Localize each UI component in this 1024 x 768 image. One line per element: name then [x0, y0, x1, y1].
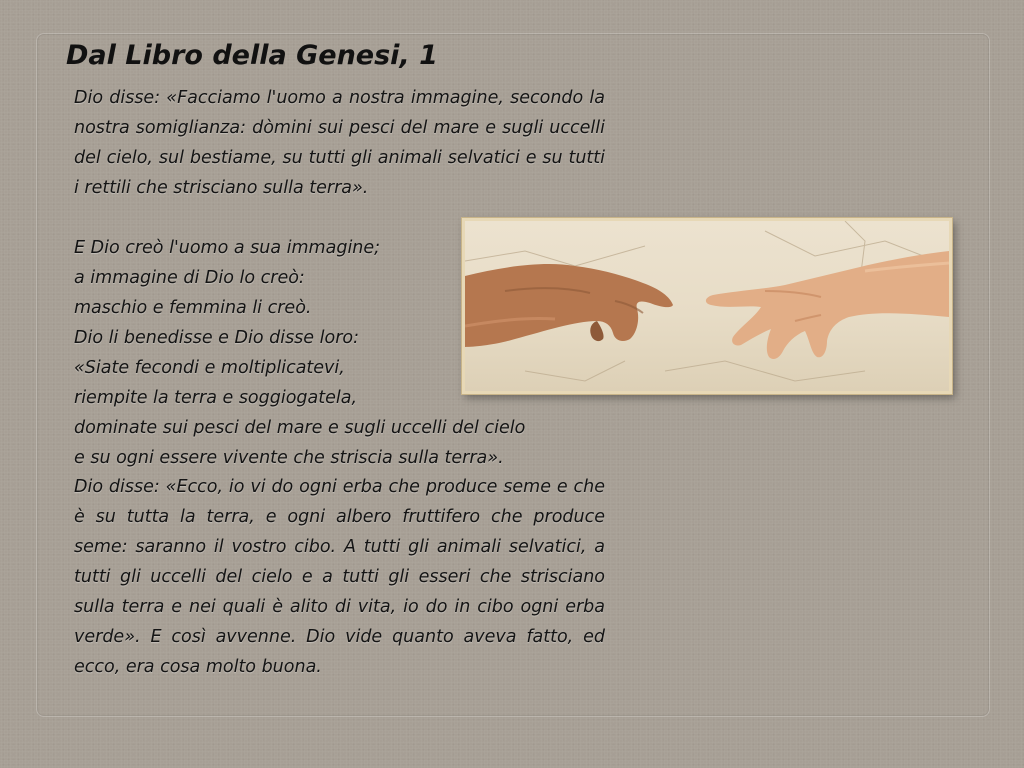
verse-line: Dio li benedisse e Dio disse loro: — [74, 328, 359, 348]
verse-line: a immagine di Dio lo creò: — [74, 268, 305, 288]
creation-of-adam-image — [462, 218, 952, 394]
slide-title: Dal Libro della Genesi, 1 — [66, 40, 438, 71]
verse-line: dominate sui pesci del mare e sugli uccelli del cielo — [74, 418, 526, 438]
verse-line: «Siate fecondi e moltiplicatevi, — [74, 358, 345, 378]
left-hand — [465, 264, 673, 347]
verse-line: E Dio creò l'uomo a sua immagine; — [74, 238, 381, 258]
genesis-paragraph-2: Dio disse: «Ecco, io vi do ogni erba che produce seme e che è su tutta la terra, e ogni albero fruttifero che produce seme: saranno il vostro cibo. A tutti gli animali selvatici, a tutti gli uccelli del cielo e a tutti gli esseri che strisciano sulla terra e nei quali è alito di vita, io do in cibo ogni erba verde». E così avvenne. Dio vide quanto aveva fatto, ed ecco, era cosa molto buona. — [74, 477, 605, 677]
right-hand — [706, 251, 949, 359]
verse-line: riempite la terra e soggiogatela, — [74, 388, 358, 408]
creation-of-adam-hands-icon — [465, 221, 949, 391]
genesis-paragraph-1: Dio disse: «Facciamo l'uomo a nostra immagine, secondo la nostra somiglianza: dòmini sui pesci del mare e sugli uccelli del cielo, sul bestiame, su tutti gli animali selvatici e su tutti i rettili che strisciano sulla terra». — [74, 88, 605, 198]
verse-line: maschio e femmina li creò. — [74, 298, 312, 318]
verse-line: e su ogni essere vivente che striscia sulla terra». — [74, 448, 504, 468]
